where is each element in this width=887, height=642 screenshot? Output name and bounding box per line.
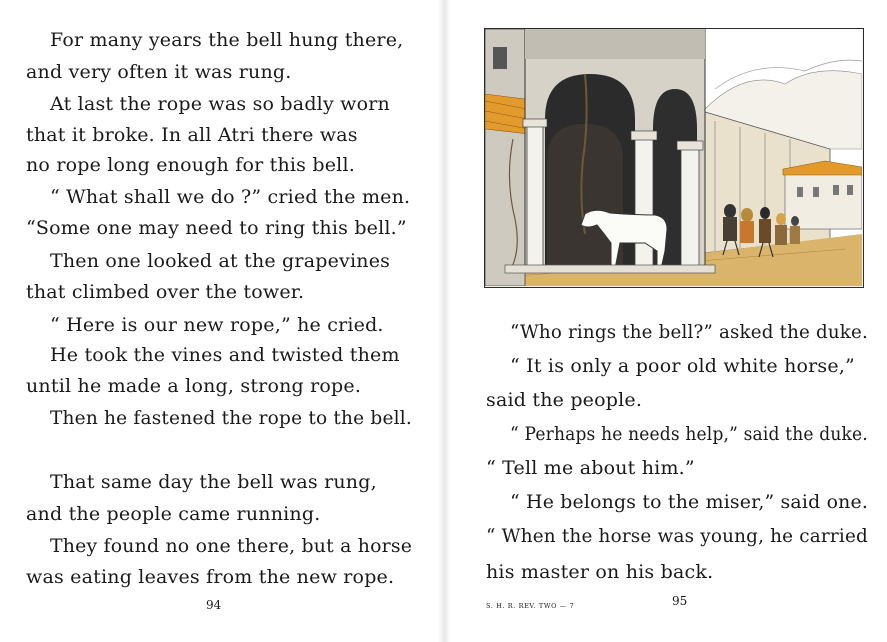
text-line: “ Tell me about him.” bbox=[486, 457, 695, 479]
text-line: That same day the bell was rung, bbox=[50, 471, 377, 493]
text-line: “ Perhaps he needs help,” said the duke. bbox=[510, 423, 868, 445]
signature-mark: S. H. R. REV. TWO — 7 bbox=[486, 602, 575, 610]
text-line: that it broke. In all Atri there was bbox=[26, 124, 358, 146]
text-line: until he made a long, strong rope. bbox=[26, 375, 362, 397]
text-line: “ Here is our new rope,” he cried. bbox=[50, 314, 384, 336]
book-gutter bbox=[438, 0, 450, 642]
illustration-horse-at-bell-tower bbox=[484, 28, 864, 288]
text-line: At last the rope was so badly worn bbox=[50, 93, 390, 115]
text-line: “Who rings the bell?” asked the duke. bbox=[510, 321, 868, 343]
text-line: was eating leaves from the new rope. bbox=[26, 566, 395, 588]
text-line: They found no one there, but a horse bbox=[50, 535, 413, 557]
text-line: “ When the horse was young, he carried bbox=[486, 525, 868, 547]
text-line: said the people. bbox=[486, 389, 643, 411]
page-number: 95 bbox=[672, 594, 688, 608]
text-line: “ He belongs to the miser,” said one. bbox=[510, 491, 869, 513]
text-line: no rope long enough for this bell. bbox=[26, 154, 355, 176]
page-number: 94 bbox=[206, 598, 222, 612]
text-line: Then he fastened the rope to the bell. bbox=[50, 407, 412, 429]
text-line: and very often it was rung. bbox=[26, 61, 292, 83]
text-line: For many years the bell hung there, bbox=[50, 29, 404, 51]
text-line: his master on his back. bbox=[486, 561, 714, 583]
text-line: “ It is only a poor old white horse,” bbox=[510, 355, 855, 377]
text-line: “ What shall we do ?” cried the men. bbox=[50, 186, 411, 208]
text-line: Then one looked at the grapevines bbox=[50, 250, 391, 272]
text-line: and the people came running. bbox=[26, 503, 321, 525]
illustration-drawing bbox=[485, 29, 862, 286]
text-line: “Some one may need to ring this bell.” bbox=[26, 217, 407, 239]
text-line: He took the vines and twisted them bbox=[50, 344, 400, 366]
text-line: that climbed over the tower. bbox=[26, 281, 305, 303]
